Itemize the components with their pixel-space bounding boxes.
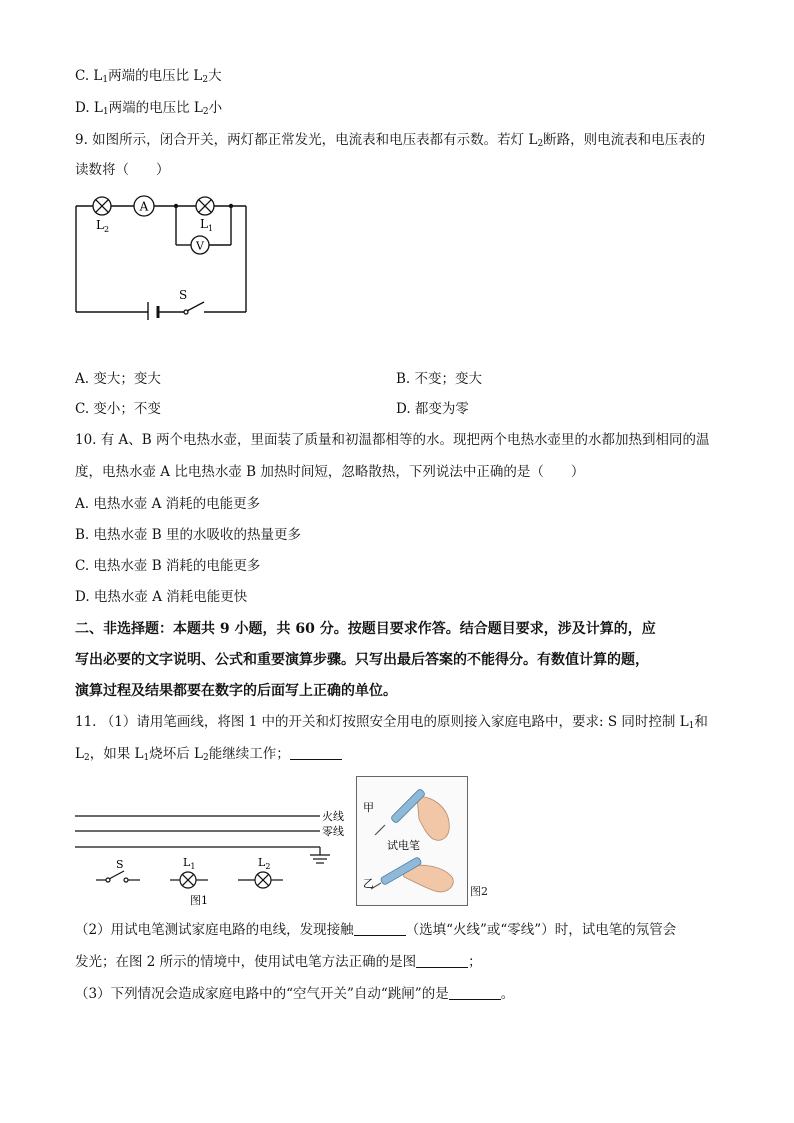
q11-figure1-household-circuit [70,800,350,910]
q9-option-d: D. 都变为零 [396,401,469,417]
q11-part3-line: （3）下列情况会造成家庭电路中的“空气开关”自动“跳闸”的是 。 [75,986,515,1002]
q8-option-d: D. $L_1$两端的电压比 $L_2$小 [75,100,223,117]
fig1-lamp-l1-icon[interactable] [170,872,208,888]
figure2-label-yi: 乙 [363,877,374,890]
answer-blank-3[interactable] [416,953,468,968]
fig1-lamp-l1-label: $L_1$ [183,856,196,871]
switch-label: S [179,288,188,302]
q10-option-d: D. 电热水壶 A 消耗电能更快 [75,589,248,605]
q11-part2-line1: （2）用试电笔测试家庭电路的电线，发现接触 （选填“火线”或“零线”）时，试电笔的氖管会 [75,922,677,938]
lamp-l2-label: $L_2$ [96,218,110,234]
voltmeter-label: V [196,239,204,253]
q11-part1-line1: 11. （1）请用笔画线，将图 1 中的开关和灯按照安全用电的原则接入家庭电路中，要求: S 同时控制 $L_1$和 [75,714,708,731]
q9-option-b: B. 不变；变大 [396,371,483,387]
answer-blank-4[interactable] [449,985,501,1000]
fig1-switch-label: S [116,858,124,871]
ammeter-icon [134,196,154,216]
q11-part2-line2: 发光；在图 2 所示的情境中，使用试电笔方法正确的是图 ； [75,954,482,970]
q9-option-a: A. 变大；变大 [75,371,161,387]
q10-stem-line1: 10. 有 A、B 两个电热水壶，里面装了质量和初温都相等的水。现把两个电热水壶里的水都加热到相同的温 [75,432,710,448]
junction-left [174,204,178,208]
fig1-lamp-l2-label: $L_2$ [258,856,271,871]
q9-option-c: C. 变小；不变 [75,401,161,417]
q8-option-c: C. $L_1$两端的电压比 $L_2$大 [75,68,222,85]
junction-right [229,204,233,208]
q10-stem-line2: 度，电热水壶 A 比电热水壶 B 加热时间短，忽略散热，下列说法中正确的是（ ） [75,464,585,480]
answer-blank-1[interactable] [290,745,342,760]
q10-option-a: A. 电热水壶 A 消耗的电能更多 [75,496,261,512]
voltmeter-icon [191,236,209,254]
q9-circuit-diagram [66,190,256,320]
q11-figure2-test-pen-photo [356,776,468,906]
neutral-wire-label: 零线 [322,825,344,838]
q9-stem-line1: 9. 如图所示，闭合开关，两灯都正常发光，电流表和电压表都有示数。若灯 $L_2$断路，则电流表和电压表的 [75,132,706,149]
ammeter-label: A [139,199,149,214]
section2-line1: 二、非选择题：本题共 9 小题，共 60 分。按题目要求作答。结合题目要求，涉及计算的，应 [75,621,656,637]
figure2-caption: 图2 [470,885,488,898]
fig1-lamp-l2-icon[interactable] [238,872,283,888]
switch-icon [184,302,204,314]
battery-icon [148,302,158,320]
live-wire-label: 火线 [322,810,344,823]
lamp-l2-icon [93,197,111,215]
section2-line2: 写出必要的文字说明、公式和重要演算步骤。只写出最后答案的不能得分。有数值计算的题， [75,652,649,668]
q9-stem-line2: 读数将（ ） [75,162,170,178]
q10-option-c: C. 电热水壶 B 消耗的电能更多 [75,558,261,574]
answer-blank-2[interactable] [354,921,406,936]
figure2-test-pen-label: 试电笔 [387,839,420,852]
fig1-switch-icon[interactable] [96,871,140,882]
lamp-l1-label: $L_1$ [200,217,214,233]
figure2-label-jia: 甲 [363,801,374,814]
figure1-caption: 图1 [190,894,208,907]
test-pen-illustration [357,777,467,905]
section2-line3: 演算过程及结果都要在数字的后面写上正确的单位。 [75,683,397,699]
q11-part1-line2: $L_2$，如果 $L_1$烧坏后 $L_2$能继续工作； [75,744,342,768]
q10-option-b: B. 电热水壶 B 里的水吸收的热量更多 [75,527,302,543]
lamp-l1-icon [196,197,214,215]
